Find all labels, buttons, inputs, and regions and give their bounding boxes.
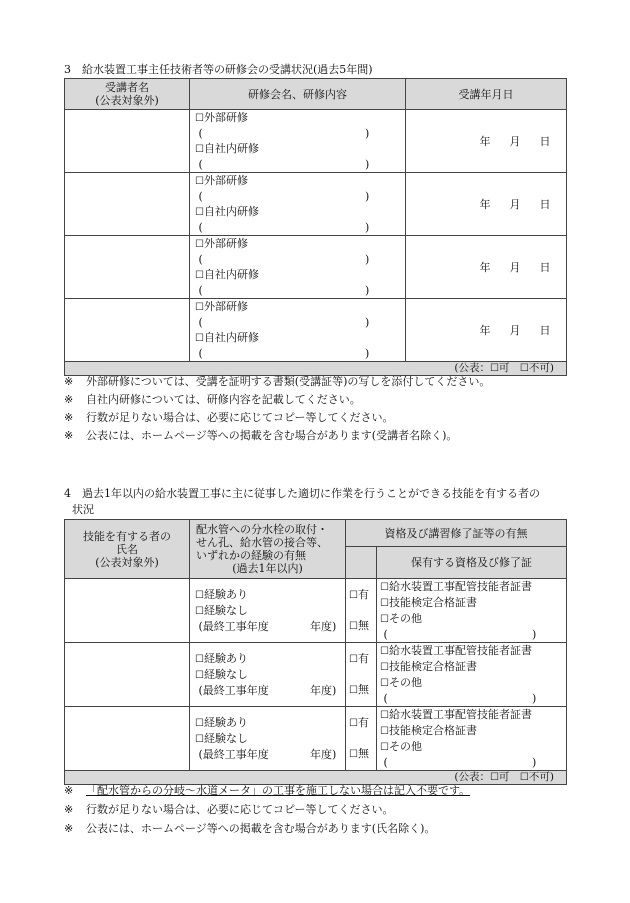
note-mark: ※ <box>64 393 74 406</box>
col-header-date: 受講年月日 <box>406 79 567 110</box>
qualification-yes-option[interactable] <box>349 587 376 603</box>
internal-training-label: 自社内研修 <box>203 331 259 344</box>
paren-open: ( <box>198 316 203 329</box>
paren-close: ) <box>365 347 370 360</box>
qualification-no-option[interactable] <box>349 618 376 634</box>
external-training-option[interactable] <box>195 236 405 252</box>
paren-open: ( <box>198 347 203 360</box>
qualification-option-other[interactable] <box>380 675 566 691</box>
has-qualification-cell <box>346 579 377 643</box>
col-header-skilled-person <box>65 520 190 579</box>
qualification-other-detail[interactable] <box>380 755 566 770</box>
qualification-option-skill-test[interactable] <box>380 723 566 739</box>
checkbox-icon[interactable]: ☐ <box>195 144 204 155</box>
experience-no-option[interactable] <box>195 731 345 747</box>
last-work-year-label: (最終工事年度 <box>198 620 269 633</box>
skilled-person-name-cell[interactable] <box>65 579 190 643</box>
paren-open: ( <box>383 692 388 705</box>
checkbox-icon[interactable]: ☐ <box>195 113 204 124</box>
note-mark: ※ <box>64 411 74 424</box>
qualification-yes-label: 有 <box>357 716 369 729</box>
paren-open: ( <box>198 284 203 297</box>
fiscal-year-label: 年度) <box>310 620 337 633</box>
checkbox-icon[interactable]: ☐ <box>380 726 389 737</box>
checkbox-icon[interactable]: ☐ <box>195 734 204 745</box>
publication-no-label: 不可) <box>528 362 554 374</box>
date-cell[interactable] <box>406 299 567 362</box>
qualification-no-label: 無 <box>357 683 369 696</box>
note <box>64 375 490 389</box>
skilled-person-name-cell[interactable] <box>65 707 190 771</box>
external-training-option[interactable] <box>195 173 405 189</box>
external-training-option[interactable] <box>195 299 405 315</box>
qualification-piping-label: 給水装置工事配管技能者証書 <box>388 580 532 593</box>
note-mark: ※ <box>64 429 74 442</box>
col-header-trainee-sub: (公表対象外) <box>95 94 159 107</box>
experience-cell <box>190 643 346 707</box>
checkbox-icon[interactable]: ☐ <box>489 772 499 783</box>
last-work-year[interactable] <box>195 747 345 762</box>
qualification-yes-option[interactable] <box>349 651 376 667</box>
training-table <box>64 78 567 376</box>
col-header-experience-line: いずれかの経験の有無 <box>196 549 306 562</box>
paren-close: ) <box>532 692 537 705</box>
external-training-option[interactable] <box>195 110 405 126</box>
section4-title: 4 過去1年以内の給水装置工事に主に従事した適切に作業を行うことができる技能を有する者の <box>64 487 540 500</box>
note-text: 公表には、ホームページ等への掲載を含む場合があります(受講者名除く)。 <box>86 429 458 442</box>
internal-training-detail[interactable] <box>195 220 405 235</box>
col-header-trainee <box>65 79 190 110</box>
trainee-name-cell[interactable] <box>65 236 190 299</box>
checkbox-icon[interactable]: ☐ <box>195 239 204 250</box>
checkbox-icon[interactable]: ☐ <box>380 598 389 609</box>
qualification-option-piping[interactable] <box>380 579 566 595</box>
qualification-piping-label: 給水装置工事配管技能者証書 <box>388 644 532 657</box>
checkbox-icon[interactable]: ☐ <box>519 363 529 374</box>
col-header-skilled-person-label2: 氏名 <box>116 542 138 556</box>
date-cell[interactable] <box>406 236 567 299</box>
trainee-name-cell[interactable] <box>65 110 190 173</box>
publication-row <box>65 362 567 376</box>
paren-open: ( <box>198 253 203 266</box>
col-header-qualification: 資格及び講習修了証等の有無 <box>346 520 567 547</box>
qualification-held-cell <box>377 707 567 771</box>
year-label: 年 <box>479 324 491 337</box>
qualification-no-option[interactable] <box>349 682 376 698</box>
checkbox-icon[interactable]: ☐ <box>195 718 204 729</box>
col-header-experience-sub: (過去1年以内) <box>232 562 303 575</box>
col-header-experience-line: せん孔、給水管の接合等、 <box>196 536 328 549</box>
paren-open: ( <box>198 127 203 140</box>
paren-open: ( <box>198 221 203 234</box>
external-training-detail[interactable] <box>195 189 405 204</box>
qualification-yes-label: 有 <box>357 652 369 665</box>
experience-no-option[interactable] <box>195 667 345 683</box>
note <box>64 411 394 425</box>
year-label: 年 <box>479 261 491 274</box>
checkbox-icon[interactable]: ☐ <box>380 678 389 689</box>
note <box>64 784 470 798</box>
col-header-skilled-person-label: 技能を有する者の <box>83 529 171 543</box>
paren-close: ) <box>365 190 370 203</box>
day-label: 日 <box>539 261 551 274</box>
external-training-label: 外部研修 <box>203 300 248 313</box>
qualification-other-detail[interactable] <box>380 627 566 642</box>
external-training-label: 外部研修 <box>203 111 248 124</box>
publication-row <box>65 771 567 785</box>
col-header-experience <box>190 520 346 579</box>
skills-row <box>65 707 567 771</box>
qualification-option-other[interactable] <box>380 739 566 755</box>
last-work-year[interactable] <box>195 619 345 634</box>
has-qualification-cell <box>346 707 377 771</box>
publication-choice <box>65 771 567 785</box>
paren-open: ( <box>198 158 203 171</box>
course-cell <box>190 173 406 236</box>
note-mark: ※ <box>64 803 74 816</box>
internal-training-option[interactable] <box>195 204 405 220</box>
qualification-option-skill-test[interactable] <box>380 659 566 675</box>
qualification-other-detail[interactable] <box>380 691 566 706</box>
paren-close: ) <box>532 628 537 641</box>
skills-table <box>64 519 567 785</box>
skills-row <box>65 579 567 643</box>
training-row <box>65 173 567 236</box>
checkbox-icon[interactable]: ☐ <box>349 621 358 632</box>
qualification-other-label: その他 <box>388 740 422 753</box>
experience-no-option[interactable] <box>195 603 345 619</box>
note-text: 行数が足りない場合は、必要に応じてコピー等してください。 <box>86 803 394 816</box>
checkbox-icon[interactable]: ☐ <box>195 606 204 617</box>
month-label: 月 <box>509 135 521 148</box>
checkbox-icon[interactable]: ☐ <box>349 590 358 601</box>
checkbox-icon[interactable]: ☐ <box>489 363 499 374</box>
paren-close: ) <box>532 756 537 769</box>
qualification-held-cell <box>377 643 567 707</box>
paren-close: ) <box>365 284 370 297</box>
col-header-skilled-person-sub: (公表対象外) <box>95 555 159 569</box>
checkbox-icon[interactable]: ☐ <box>349 654 358 665</box>
external-training-label: 外部研修 <box>203 174 248 187</box>
qualification-skill-test-label: 技能検定合格証書 <box>388 596 477 609</box>
internal-training-option[interactable] <box>195 267 405 283</box>
qualification-no-label: 無 <box>357 747 369 760</box>
checkbox-icon[interactable]: ☐ <box>380 662 389 673</box>
paren-close: ) <box>365 316 370 329</box>
publication-label: (公表： <box>454 362 490 374</box>
month-label: 月 <box>509 324 521 337</box>
note-text: 外部研修については、受講を証明する書類(受講証等)の写しを添付してください。 <box>86 375 491 388</box>
qualification-option-other[interactable] <box>380 611 566 627</box>
note-mark: ※ <box>64 784 74 797</box>
experience-no-label: 経験なし <box>203 668 248 681</box>
paren-open: ( <box>383 756 388 769</box>
checkbox-icon[interactable]: ☐ <box>195 176 204 187</box>
publication-label: (公表： <box>454 771 490 783</box>
training-row <box>65 110 567 173</box>
note-text: 公表には、ホームページ等への掲載を含む場合があります(氏名除く)。 <box>86 822 436 835</box>
experience-yes-label: 経験あり <box>203 652 248 665</box>
qualification-other-label: その他 <box>388 612 422 625</box>
external-training-detail[interactable] <box>195 252 405 267</box>
qualification-option-piping[interactable] <box>380 707 566 723</box>
checkbox-icon[interactable]: ☐ <box>380 582 389 593</box>
checkbox-icon[interactable]: ☐ <box>195 333 204 344</box>
internal-training-detail[interactable] <box>195 157 405 172</box>
experience-no-label: 経験なし <box>203 732 248 745</box>
internal-training-label: 自社内研修 <box>203 268 259 281</box>
experience-yes-label: 経験あり <box>203 588 248 601</box>
note <box>64 393 361 407</box>
paren-open: ( <box>383 628 388 641</box>
year-label: 年 <box>479 198 491 211</box>
day-label: 日 <box>539 135 551 148</box>
external-training-detail[interactable] <box>195 126 405 141</box>
checkbox-icon[interactable]: ☐ <box>349 685 358 696</box>
trainee-name-cell[interactable] <box>65 299 190 362</box>
training-header-row <box>65 79 567 110</box>
note-text: 自社内研修については、研修内容を記載してください。 <box>86 393 361 406</box>
checkbox-icon[interactable]: ☐ <box>380 710 389 721</box>
checkbox-icon[interactable]: ☐ <box>195 270 204 281</box>
note <box>64 429 457 443</box>
qualification-option-piping[interactable] <box>380 643 566 659</box>
experience-yes-option[interactable] <box>195 587 345 603</box>
publication-choice <box>65 362 567 376</box>
skilled-person-name-cell[interactable] <box>65 643 190 707</box>
qualification-other-label: その他 <box>388 676 422 689</box>
checkbox-icon[interactable]: ☐ <box>380 742 389 753</box>
fiscal-year-label: 年度) <box>310 748 337 761</box>
qualification-yes-option[interactable] <box>349 715 376 731</box>
qualification-piping-label: 給水装置工事配管技能者証書 <box>388 708 532 721</box>
last-work-year[interactable] <box>195 683 345 698</box>
note <box>64 822 435 836</box>
paren-close: ) <box>365 253 370 266</box>
checkbox-icon[interactable]: ☐ <box>195 207 204 218</box>
experience-yes-label: 経験あり <box>203 716 248 729</box>
trainee-name-cell[interactable] <box>65 173 190 236</box>
training-row <box>65 236 567 299</box>
checkbox-icon[interactable]: ☐ <box>380 646 389 657</box>
qualification-yes-label: 有 <box>357 588 369 601</box>
month-label: 月 <box>509 198 521 211</box>
section4-title-cont: 状況 <box>72 503 94 516</box>
paren-close: ) <box>365 221 370 234</box>
internal-training-option[interactable] <box>195 330 405 346</box>
external-training-label: 外部研修 <box>203 237 248 250</box>
checkbox-icon[interactable]: ☐ <box>349 749 358 760</box>
qualification-skill-test-label: 技能検定合格証書 <box>388 724 477 737</box>
checkbox-icon[interactable]: ☐ <box>380 614 389 625</box>
col-header-trainee-label: 受講者名 <box>105 81 149 94</box>
publication-yes-label: 可 <box>498 771 510 783</box>
skills-header-row <box>65 520 567 547</box>
col-header-course: 研修会名、研修内容 <box>190 79 406 110</box>
checkbox-icon[interactable]: ☐ <box>349 718 358 729</box>
fiscal-year-label: 年度) <box>310 684 337 697</box>
course-cell <box>190 299 406 362</box>
course-cell <box>190 236 406 299</box>
checkbox-icon[interactable]: ☐ <box>519 772 529 783</box>
qualification-no-option[interactable] <box>349 746 376 762</box>
qualification-no-label: 無 <box>357 619 369 632</box>
col-header-experience-line: 配水管への分水栓の取付・ <box>196 523 328 536</box>
month-label: 月 <box>509 261 521 274</box>
course-cell <box>190 110 406 173</box>
experience-cell <box>190 579 346 643</box>
experience-no-label: 経験なし <box>203 604 248 617</box>
last-work-year-label: (最終工事年度 <box>198 684 269 697</box>
year-label: 年 <box>479 135 491 148</box>
day-label: 日 <box>539 324 551 337</box>
note-text: 「配水管からの分岐～水道メータ」の工事を施工しない場合は記入不要です。 <box>86 784 471 797</box>
qualification-skill-test-label: 技能検定合格証書 <box>388 660 477 673</box>
last-work-year-label: (最終工事年度 <box>198 748 269 761</box>
external-training-detail[interactable] <box>195 315 405 330</box>
internal-training-option[interactable] <box>195 141 405 157</box>
paren-close: ) <box>365 158 370 171</box>
col-header-qualification-held: 保有する資格及び修了証 <box>377 547 567 579</box>
day-label: 日 <box>539 198 551 211</box>
paren-close: ) <box>365 127 370 140</box>
note-text: 行数が足りない場合は、必要に応じてコピー等してください。 <box>86 411 394 424</box>
has-qualification-cell <box>346 643 377 707</box>
qualification-option-skill-test[interactable] <box>380 595 566 611</box>
qualification-held-cell <box>377 579 567 643</box>
col-header-has-qualification <box>346 547 377 579</box>
training-row <box>65 299 567 362</box>
note <box>64 803 394 817</box>
internal-training-label: 自社内研修 <box>203 142 259 155</box>
paren-open: ( <box>198 190 203 203</box>
publication-yes-label: 可 <box>498 362 510 374</box>
note-mark: ※ <box>64 822 74 835</box>
internal-training-detail[interactable] <box>195 346 405 361</box>
skills-row <box>65 643 567 707</box>
experience-yes-option[interactable] <box>195 715 345 731</box>
internal-training-detail[interactable] <box>195 283 405 298</box>
note-mark: ※ <box>64 375 74 388</box>
checkbox-icon[interactable]: ☐ <box>195 670 204 681</box>
internal-training-label: 自社内研修 <box>203 205 259 218</box>
experience-cell <box>190 707 346 771</box>
checkbox-icon[interactable]: ☐ <box>195 590 204 601</box>
checkbox-icon[interactable]: ☐ <box>195 654 204 665</box>
date-cell[interactable] <box>406 173 567 236</box>
date-cell[interactable] <box>406 110 567 173</box>
section3-title: 3 給水装置工事主任技術者等の研修会の受講状況(過去5年間) <box>64 63 373 76</box>
experience-yes-option[interactable] <box>195 651 345 667</box>
publication-no-label: 不可) <box>528 771 554 783</box>
checkbox-icon[interactable]: ☐ <box>195 302 204 313</box>
